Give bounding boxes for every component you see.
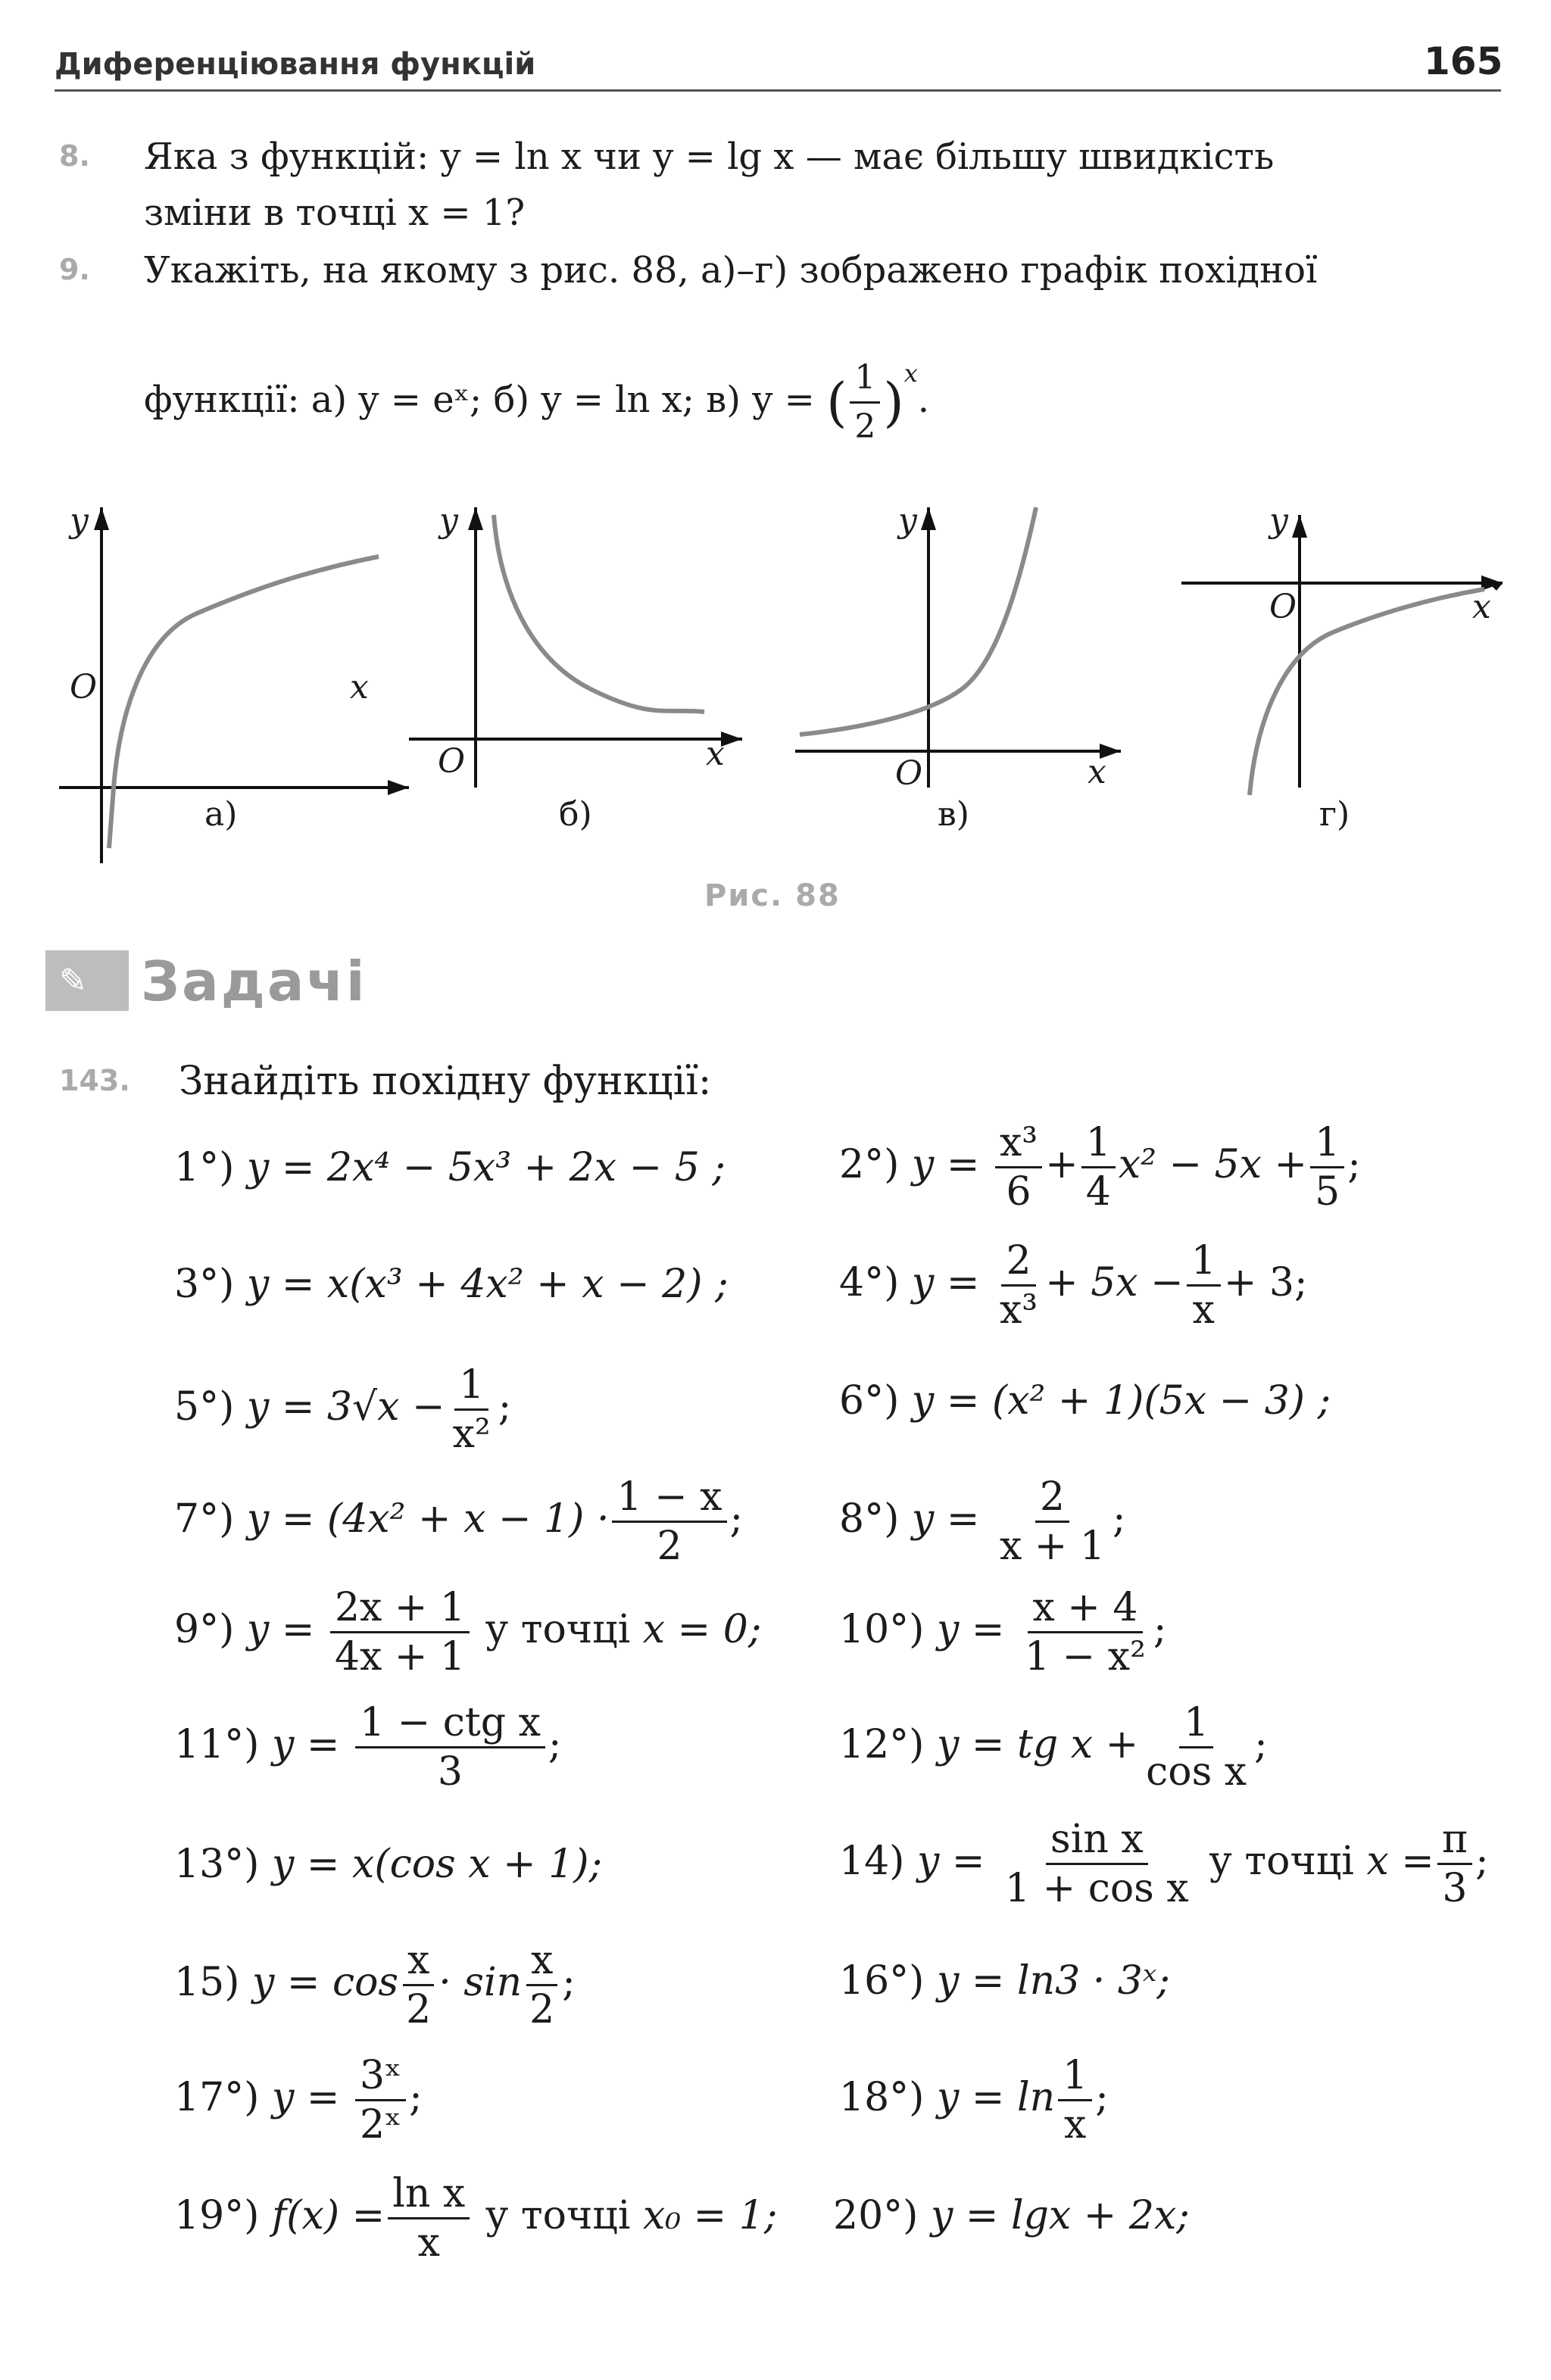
exercise-16: 16°) y = ln3 · 3ˣ; (839, 1958, 1170, 2004)
panel-caption-b: б) (559, 795, 592, 834)
fraction-numerator: 1 (850, 356, 880, 404)
x-axis-label: x (706, 735, 725, 773)
question-text: зміни в точці x = 1? (144, 192, 526, 234)
y-axis-label: y (1269, 501, 1288, 540)
section-icon-box (45, 950, 129, 1011)
x-axis-label: x (1088, 753, 1106, 791)
exercise-19: 19°) f(x) = $\frac{\text{ln x}}{x}$ у точці x₀ = 1; (174, 2171, 778, 2266)
exercise-18: 18°) y = ln $\frac{1}{x}$ ; (839, 2053, 1109, 2148)
exercise-15: 15) y = cos $\frac{x}{2}$ · sin $\frac{x}{2}$ ; (174, 1938, 576, 2032)
exercise-9: 9°) y = $\frac{2x + 1}{4x + 1}$ у точці x = 0; (174, 1585, 762, 1680)
section-title: Задачі (141, 950, 367, 1013)
exercise-7: 7°) y = (4x² + x − 1) · $\frac{1 - x}{2}$ ; (174, 1474, 744, 1569)
panel-caption-v: в) (938, 795, 969, 834)
exercise-17: 17°) y = $\frac{\text{3ˣ}}{\text{2ˣ}}$ ; (174, 2053, 423, 2148)
exercise-8: 8°) y = $\frac{2}{x + 1}$ ; (839, 1474, 1126, 1569)
question-text: функції: а) y = eˣ; б) y = ln x; в) y = (144, 379, 815, 421)
fraction-denominator: 2 (854, 407, 876, 446)
graph-panel-g (1181, 515, 1503, 795)
figure-caption: Рис. 88 (704, 878, 841, 913)
exercise-14: 14) y = $\frac{\text{sin x}}{\text{1 + cos x}}$ у точці x = $\frac{\pi}{3}$ ; (839, 1817, 1489, 1911)
exercise-6: 6°) y = (x² + 1)(5x − 3) ; (839, 1378, 1331, 1424)
pencil-icon: ✎ (59, 962, 87, 1000)
exercise-2: 2°) y = $\frac{\text{x³}}{6}$ + $\frac{1}{4}$ x² − 5x + $\frac{1}{5}$ ; (839, 1120, 1361, 1215)
origin-label: O (70, 668, 98, 707)
exponent: x (903, 359, 918, 388)
question-text: Укажіть, на якому з рис. 88, а)–г) зображено графік похідної (144, 249, 1318, 292)
graph-panel-v (795, 507, 1121, 788)
y-axis-label: y (70, 501, 89, 540)
exercise-13: 13°) y = x(cos x + 1); (174, 1842, 603, 1887)
panel-caption-g: г) (1319, 795, 1350, 834)
problem-number: 143. (59, 1064, 130, 1097)
panel-caption-a: а) (204, 795, 238, 834)
exercise-5: 5°) y = 3√x − $\frac{1}{\text{x²}}$ ; (174, 1362, 512, 1457)
question-text: Яка з функцій: y = ln x чи y = lg x — має більшу швидкість (144, 136, 1275, 178)
question-number: 9. (59, 253, 90, 286)
question-number: 8. (59, 139, 90, 173)
origin-label: O (438, 742, 466, 781)
x-axis-label: x (350, 668, 369, 707)
exercise-20: 20°) y = lgx + 2x; (833, 2193, 1190, 2238)
y-axis-label: y (898, 501, 917, 540)
y-axis-label: y (439, 501, 458, 540)
exercise-10: 10°) y = $\frac{x + 4}{\text{1 − x²}}$ ; (839, 1585, 1167, 1680)
exercise-1: 1°) y = 2x⁴ − 5x³ + 2x − 5 ; (174, 1145, 726, 1190)
origin-label: O (895, 754, 923, 793)
header-divider (55, 89, 1501, 92)
page-number: 165 (1424, 39, 1503, 83)
exercise-11: 11°) y = $\frac{\text{1 − ctg x}}{3}$ ; (174, 1700, 562, 1795)
origin-label: O (1269, 588, 1297, 626)
running-header: Диференціювання функцій (55, 47, 536, 82)
exercise-3: 3°) y = x(x³ + 4x² + x − 2) ; (174, 1262, 729, 1307)
question-text: функції: а) y = eˣ; б) y = ln x; в) y = ( $\frac{1}{2}$ )$^x$. (144, 350, 929, 449)
punctuation: . (917, 379, 929, 421)
exercise-4: 4°) y = $\frac{2}{\text{x³}}$ + 5x − $\frac{1}{x}$ + 3; (839, 1238, 1308, 1333)
x-axis-label: x (1472, 588, 1491, 626)
problem-statement: Знайдіть похідну функції: (179, 1059, 712, 1104)
exercise-12: 12°) y = tg x + $\frac{1}{\text{cos x}}$ ; (839, 1700, 1268, 1795)
